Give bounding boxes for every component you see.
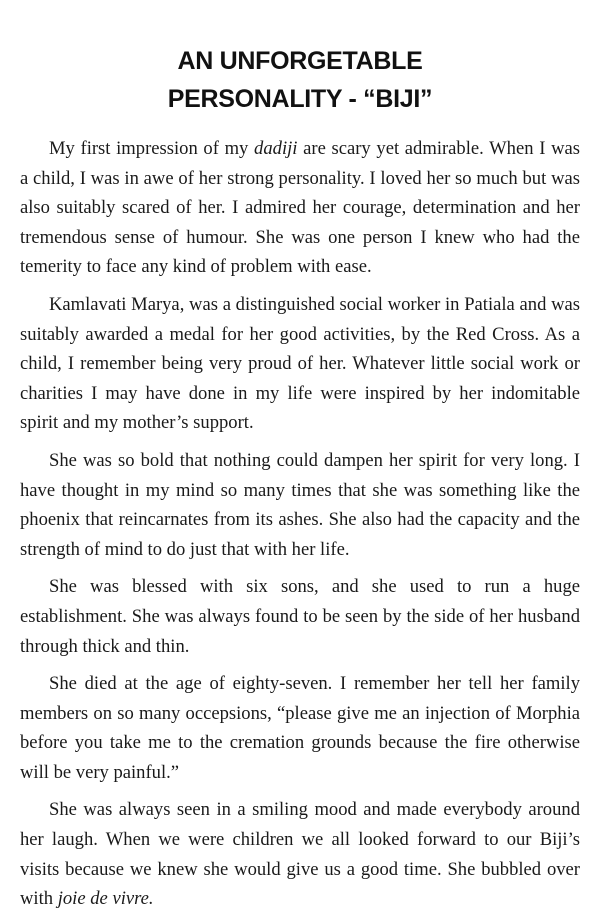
paragraph-1: [20, 134, 580, 282]
chapter-body: [20, 134, 580, 914]
chapter-title: [20, 42, 580, 118]
paragraph-1-text-start: My first impression of my: [49, 138, 255, 159]
paragraph-4: She was blessed with six sons, and she used to run a huge establishment. She was always found to be seen by the side of her husband through thick and thin.: [20, 576, 580, 657]
chapter-title-line-2: PERSONALITY - “BIJI”: [167, 85, 433, 113]
paragraph-5: She died at the age of eighty-seven. I remember her tell her family members on so many occepsions, “please give me an injection of Morphia before you take me to the cremation grounds because the fire otherwise will be very painful.”: [20, 673, 580, 783]
italic-word-dadiji: dadiji: [254, 138, 298, 159]
paragraph-3: She was so bold that nothing could dampen her spirit for very long. I have thought in my mind so many times that she was something like the phoenix that reincarnates from its ashes. She also had the capacity and the strength of mind to do just that with her life.: [20, 449, 580, 560]
italic-phrase-joie-de-vivre: joie de vivre.: [57, 888, 154, 910]
chapter-title-line-1: AN UNFORGETABLE: [177, 47, 423, 75]
paragraph-2: Kamlavati Marya, was a distinguished social worker in Patiala and was suitably awarded a medal for her good activities, by the Red Cross. As a child, I remember being very proud of her. Whatever little social work or charities I may have done in my life were inspired by her indomitable spirit and my mother’s support.: [20, 293, 580, 434]
paragraph-1-text-end: are scary yet admirable. When I was a child, I was in awe of her strong personality. I loved her so much but was also suitably scared of her. I admired her courage, determination and her tremendous sense of humour. She was one person I knew who had the temerity to face any kind of problem with ease.: [20, 138, 581, 278]
paragraph-6-text-start: She was always seen in a smiling mood and made everybody around her laugh. When we were children we all looked forward to our Biji’s visits because we knew she would give us a good time. She bubbled over with: [20, 799, 580, 910]
paragraph-6: [20, 795, 580, 913]
